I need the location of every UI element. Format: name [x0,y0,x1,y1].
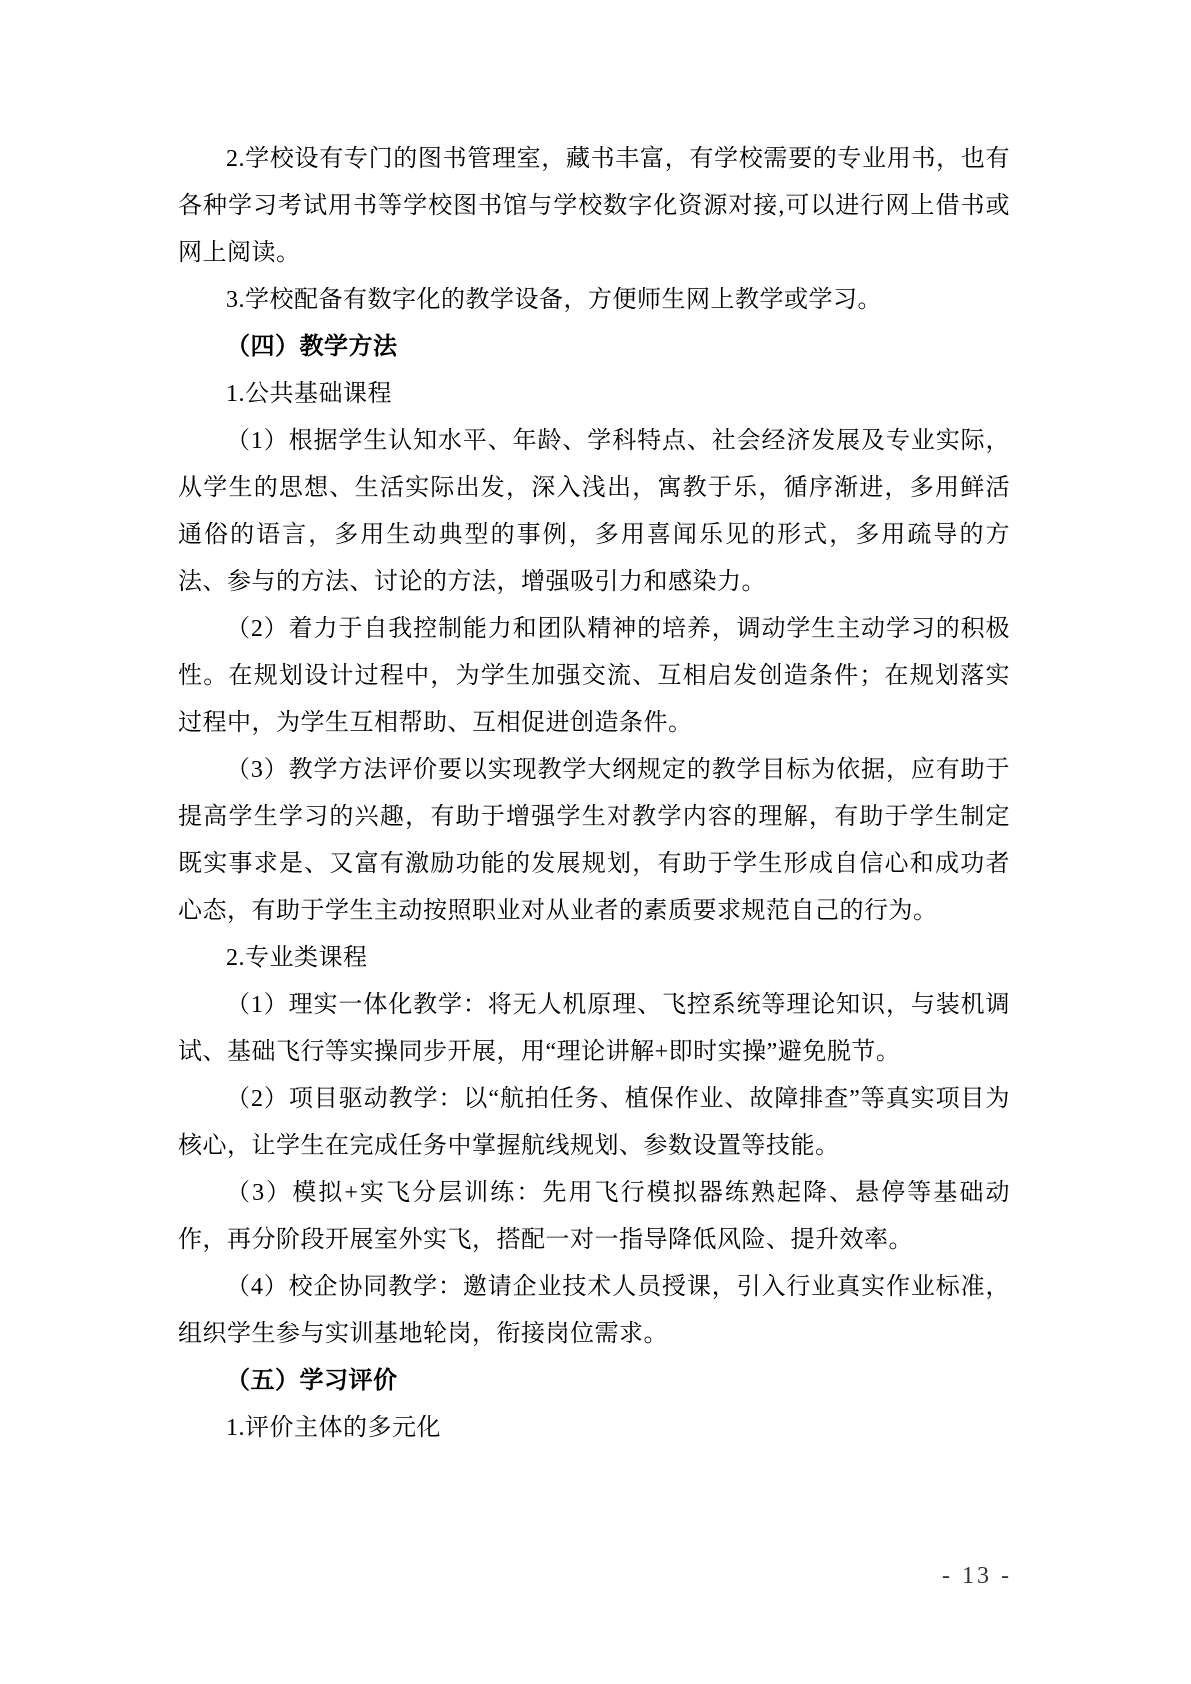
paragraph-professional-2: （2）项目驱动教学：以“航拍任务、植保作业、故障排查”等真实项目为核心，让学生在完成任务中掌握航线规划、参数设置等技能。 [178,1086,1010,1159]
subheading-professional-courses: 2.专业类课程 [226,945,368,971]
paragraph-method-1: （1）根据学生认知水平、年龄、学科特点、社会经济发展及专业实际，从学生的思想、生活实际出发，深入浅出，寓教于乐，循序渐进，多用鲜活通俗的语言，多用生动典型的事例，多用喜闻乐见的形式，多用疏导的方法、参与的方法、讨论的方法，增强吸引力和感染力。 [178,428,1010,595]
section-heading-teaching-methods: （四）教学方法 [226,334,398,360]
paragraph-professional-1: （1）理实一体化教学：将无人机原理、飞控系统等理论知识，与装机调试、基础飞行等实操同步开展，用“理论讲解+即时实操”避免脱节。 [178,992,1010,1065]
subheading-public-basic-courses: 1.公共基础课程 [226,381,392,407]
paragraph-professional-3: （3）模拟+实飞分层训练：先用飞行模拟器练熟起降、悬停等基础动作，再分阶段开展室外实飞，搭配一对一指导降低风险、提升效率。 [178,1180,1010,1253]
paragraph-digital-equipment: 3.学校配备有数字化的教学设备，方便师生网上教学或学习。 [226,287,882,313]
document-body [178,136,1010,1452]
paragraph-professional-4: （4）校企协同教学：邀请企业技术人员授课，引入行业真实作业标准，组织学生参与实训基地轮岗，衔接岗位需求。 [178,1274,1010,1347]
section-heading-learning-evaluation: （五）学习评价 [226,1368,398,1394]
paragraph-method-3: （3）教学方法评价要以实现教学大纲规定的教学目标为依据，应有助于提高学生学习的兴趣，有助于增强学生对教学内容的理解，有助于学生制定既实事求是、又富有激励功能的发展规划，有助于学生形成自信心和成功者心态，有助于学生主动按照职业对从业者的素质要求规范自己的行为。 [178,757,1010,924]
page-number: - 13 - [942,1563,1012,1589]
paragraph-library: 2.学校设有专门的图书管理室，藏书丰富，有学校需要的专业用书，也有各种学习考试用书等学校图书馆与学校数字化资源对接,可以进行网上借书或网上阅读。 [178,146,1010,266]
subheading-evaluation-subjects: 1.评价主体的多元化 [226,1415,441,1441]
paragraph-method-2: （2）着力于自我控制能力和团队精神的培养，调动学生主动学习的积极性。在规划设计过程中，为学生加强交流、互相启发创造条件；在规划落实过程中，为学生互相帮助、互相促进创造条件。 [178,616,1010,736]
